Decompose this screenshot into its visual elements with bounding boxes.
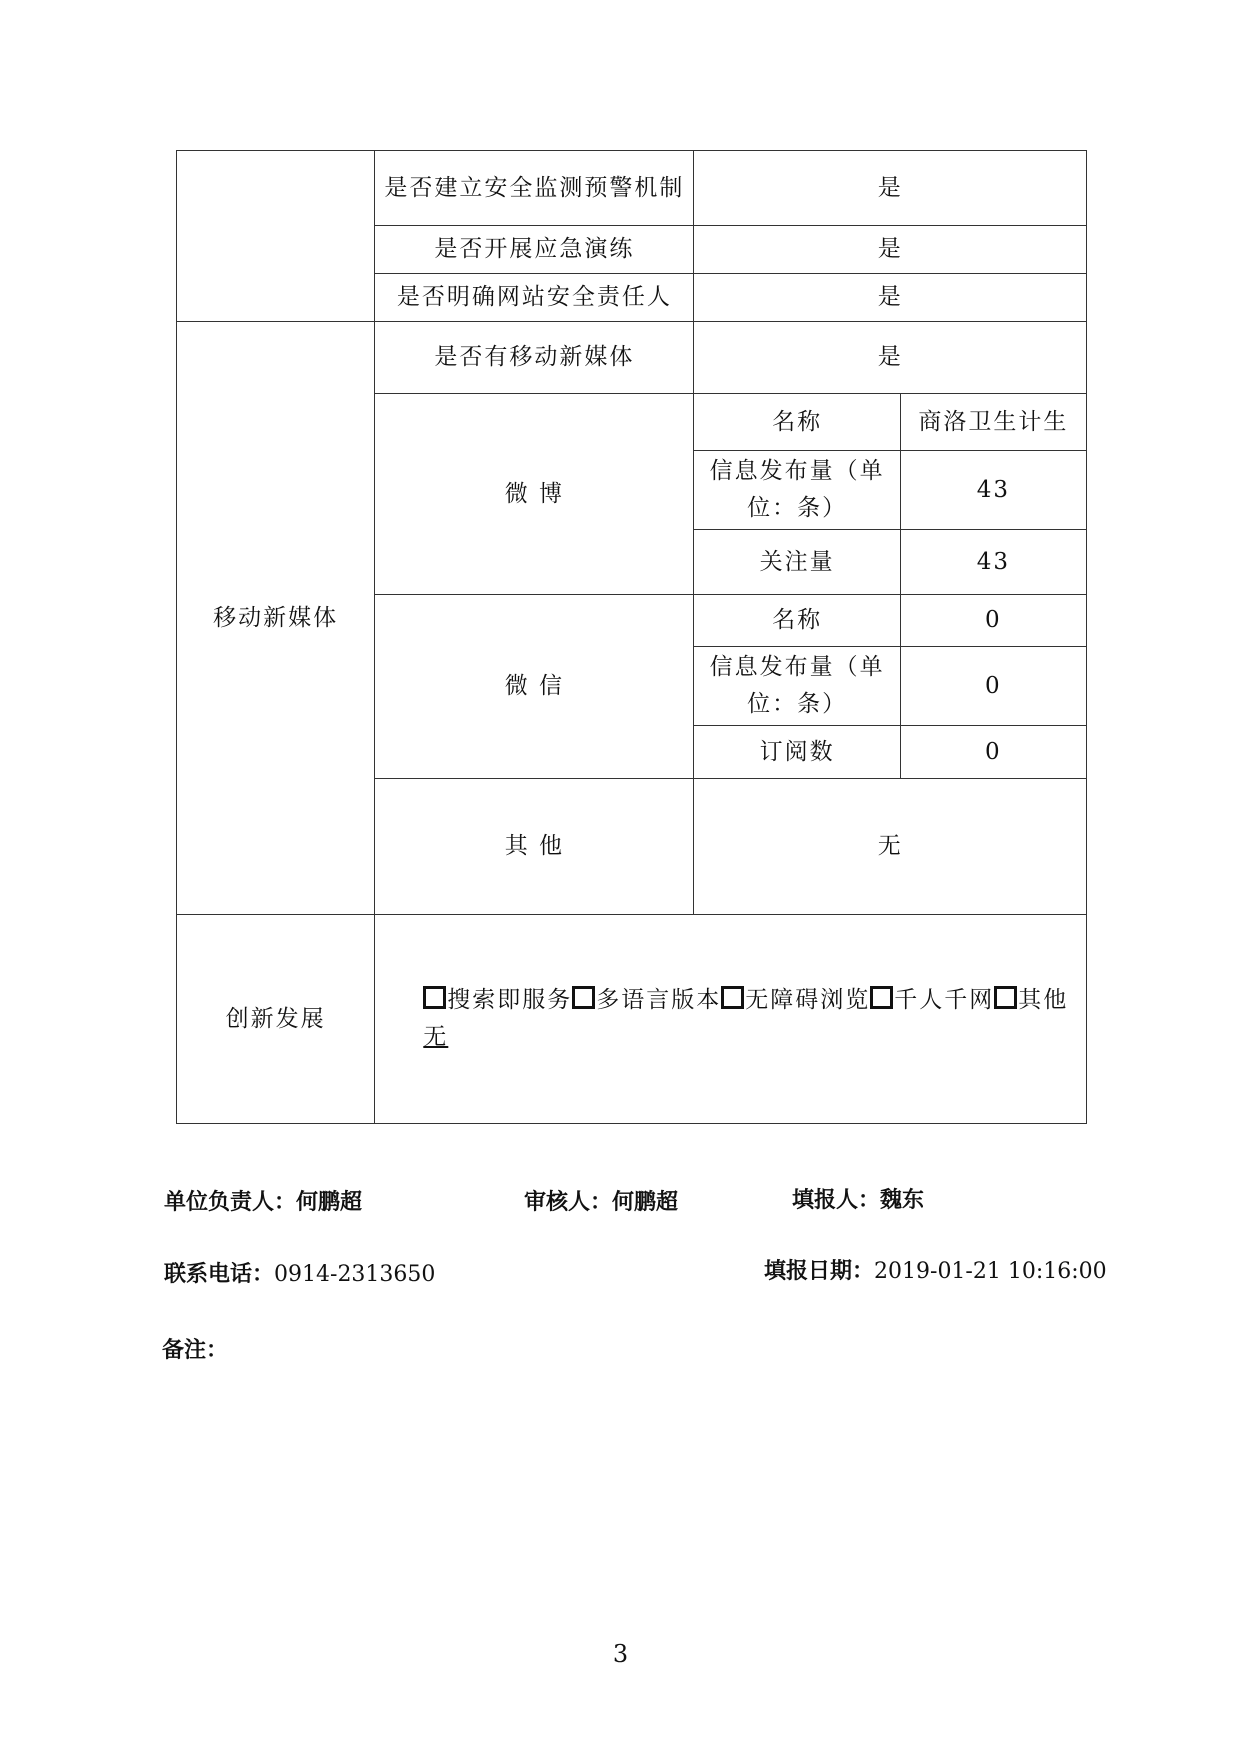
filler-value: 魏东 (880, 1188, 925, 1213)
wechat-label: 微 信 (375, 595, 694, 779)
security-monitoring-value: 是 (694, 151, 1087, 226)
mobile-section-label: 移动新媒体 (177, 322, 375, 915)
unit-head-value: 何鹏超 (296, 1190, 363, 1215)
date-field (764, 1254, 1107, 1285)
date-value: 2019-01-21 10:16:00 (874, 1259, 1107, 1284)
blank-section-cell (177, 151, 375, 322)
security-monitoring-label: 是否建立安全监测预警机制 (375, 151, 694, 226)
option-search-service[interactable]: 搜索即服务 (423, 987, 572, 1013)
weibo-posts-value: 43 (900, 451, 1086, 530)
option-other[interactable]: 其他 (994, 987, 1068, 1013)
phone-label: 联系电话： (164, 1262, 275, 1287)
remark-label: 备注： (162, 1338, 229, 1363)
innovation-other-text: 无 (423, 1024, 449, 1050)
weibo-name-value: 商洛卫生计生 (900, 394, 1086, 451)
wechat-subscribers-value: 0 (900, 726, 1086, 779)
unit-head-label: 单位负责人： (164, 1190, 297, 1215)
weibo-label: 微 博 (375, 394, 694, 595)
option-personalized[interactable]: 千人千网 (870, 987, 994, 1013)
other-label: 其 他 (375, 779, 694, 915)
checkbox-icon[interactable] (423, 986, 446, 1009)
has-mobile-value: 是 (694, 322, 1087, 394)
emergency-drill-value: 是 (694, 226, 1087, 274)
page-number: 3 (612, 1640, 629, 1668)
innovation-options (375, 915, 1087, 1124)
wechat-posts-value: 0 (900, 647, 1086, 726)
phone-field (164, 1257, 435, 1288)
remark-field (162, 1333, 228, 1364)
weibo-followers-label: 关注量 (694, 530, 900, 595)
weibo-posts-label: 信息发布量（单位：条） (694, 451, 900, 530)
reviewer-value: 何鹏超 (612, 1190, 679, 1215)
filler-label: 填报人： (792, 1188, 881, 1213)
innovation-label: 创新发展 (177, 915, 375, 1124)
option-multilingual[interactable]: 多语言版本 (572, 987, 721, 1013)
checkbox-icon[interactable] (721, 986, 744, 1009)
checkbox-icon[interactable] (994, 986, 1017, 1009)
security-owner-label: 是否明确网站安全责任人 (375, 274, 694, 322)
weibo-followers-value: 43 (900, 530, 1086, 595)
reviewer-label: 审核人： (524, 1190, 613, 1215)
weibo-name-label: 名称 (694, 394, 900, 451)
wechat-subscribers-label: 订阅数 (694, 726, 900, 779)
emergency-drill-label: 是否开展应急演练 (375, 226, 694, 274)
checkbox-icon[interactable] (870, 986, 893, 1009)
unit-head-field (164, 1185, 362, 1216)
wechat-name-label: 名称 (694, 595, 900, 647)
reviewer-field (524, 1185, 678, 1216)
has-mobile-label: 是否有移动新媒体 (375, 322, 694, 394)
report-table (176, 150, 1087, 1124)
wechat-posts-label: 信息发布量（单位：条） (694, 647, 900, 726)
security-owner-value: 是 (694, 274, 1087, 322)
other-value: 无 (694, 779, 1087, 915)
option-accessibility[interactable]: 无障碍浏览 (721, 987, 870, 1013)
phone-value: 0914-2313650 (274, 1262, 436, 1287)
filler-field (792, 1183, 924, 1214)
checkbox-icon[interactable] (572, 986, 595, 1009)
wechat-name-value: 0 (900, 595, 1086, 647)
date-label: 填报日期： (764, 1259, 875, 1284)
